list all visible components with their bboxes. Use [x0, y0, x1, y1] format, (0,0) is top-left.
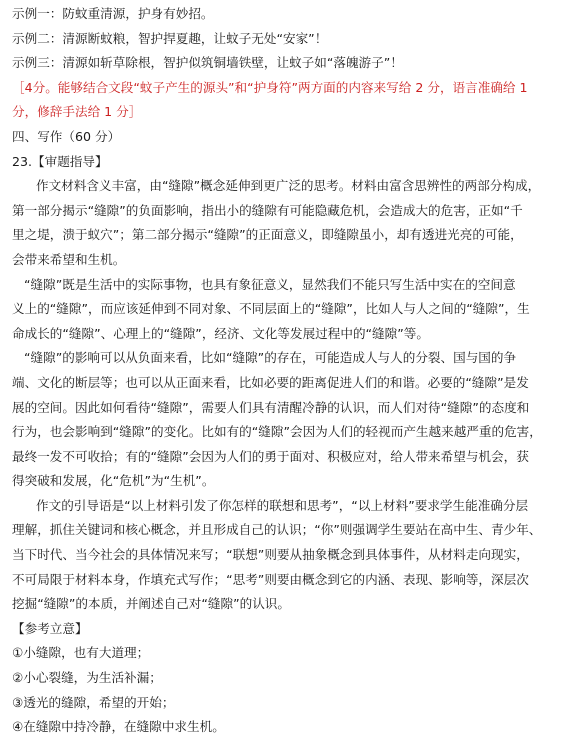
reference-list: [12, 641, 565, 739]
paragraph-line: 最终一发不可收拾；有的“缝隙”会因为人们的勇于面对、积极应对，给人带来希望与机会，获: [12, 448, 529, 464]
paragraph-line: 理解，抓住关键词和核心概念，并且形成自己的认识；“你”则强调学生要站在高中生、青少年、: [12, 522, 542, 538]
paragraph-line: 行为，也会影响到“缝隙”的变化。比如有的“缝隙”会因为人们的轻视而产生越来越严重的危害，: [12, 424, 542, 440]
analysis-paragraph-3: [12, 346, 565, 494]
paragraph-line: “缝隙”既是生活中的实际事物，也具有象征意义，显然我们不能只写生活中实在的空间意: [24, 276, 516, 292]
paragraph-line: 义上的“缝隙”，而应该延伸到不同对象、不同层面上的“缝隙”，比如人与人之间的“缝隙”，生: [12, 301, 530, 317]
paragraph-line: 第一部分揭示“缝隙”的负面影响，指出小的缝隙有可能隐藏危机，会造成大的危害，正如“千: [12, 202, 523, 218]
paragraph-line: 作文的引导语是“以上材料引发了你怎样的联想和思考”，“以上材料”要求学生能准确分层: [36, 497, 529, 513]
paragraph-line: 命成长的“缝隙”、心理上的“缝隙”，经济、文化等发展过程中的“缝隙”等。: [12, 325, 429, 341]
example-line-1: 示例一：防蚊重清源，护身有妙招。: [12, 6, 214, 21]
scoring-note-line-1: ［4分。能够结合文段“蚊子产生的源头”和“护身符”两方面的内容来写给 2 分，语言准确给 1: [12, 79, 528, 95]
paragraph-line: 端、文化的断层等；也可以从正面来看，比如必要的距离促进人们的和谐。必要的“缝隙”是发: [12, 374, 529, 390]
paragraph-line: 会带来希望和生机。: [12, 251, 126, 267]
example-list: [12, 2, 565, 76]
reference-item-3: ③透光的缝隙，希望的开始；: [12, 694, 175, 710]
reference-header: 【参考立意】: [12, 620, 88, 636]
paragraph-line: 当下时代、当今社会的具体情况来写；“联想”则要从抽象概念到具体事件，从材料走向现实，: [12, 547, 529, 563]
analysis-paragraph-4: [12, 494, 565, 617]
paragraph-line: 挖掘“缝隙”的本质，并阐述自己对“缝隙”的认识。: [12, 596, 290, 612]
paragraph-line: 得突破和发展，化“危机”为“生机”。: [12, 473, 215, 489]
paragraph-line: 不可局限于材料本身，作填充式写作；“思考”则要由概念到它的内涵、表现、影响等，深层次: [12, 571, 529, 587]
reference-item-4: ④在缝隙中持冷静，在缝隙中求生机。: [12, 719, 225, 735]
reference-item-2: ②小心裂缝，为生活补漏；: [12, 670, 162, 686]
paragraph-line: 展的空间。因此如何看待“缝隙”，需要人们具有清醒冷静的认识，而人们对待“缝隙”的态度和: [12, 399, 530, 415]
scoring-note-line-2: 分，修辞手法给 1 分］: [12, 104, 142, 120]
paragraph-line: “缝隙”的影响可以从负面来看，比如“缝隙”的存在，可能造成人与人的分裂、国与国的争: [24, 350, 517, 366]
example-line-3: 示例三：清源如斩草除根，智护似筑铜墙铁壁，让蚊子如“落魄游子”！: [12, 55, 403, 71]
paragraph-line: 里之堤，溃于蚁穴”；第二部分揭示“缝隙”的正面意义，即缝隙虽小，却有透进光亮的可能，: [12, 227, 523, 243]
question-header: 23.【审题指导】: [12, 153, 108, 169]
analysis-paragraph-1: [12, 174, 565, 272]
example-line-2: 示例二：清源断蚊粮，智护捍夏趣，让蚊子无处“安家”！: [12, 30, 328, 46]
reference-item-1: ①小缝隙，也有大道理；: [12, 645, 150, 661]
analysis-paragraph-2: [12, 273, 565, 347]
scoring-note: [12, 76, 565, 125]
paragraph-line: 作文材料含义丰富，由“缝隙”概念延伸到更广泛的思考。材料由富含思辨性的两部分构成，: [36, 178, 541, 194]
section-title: 四、写作（60 分）: [12, 128, 121, 144]
